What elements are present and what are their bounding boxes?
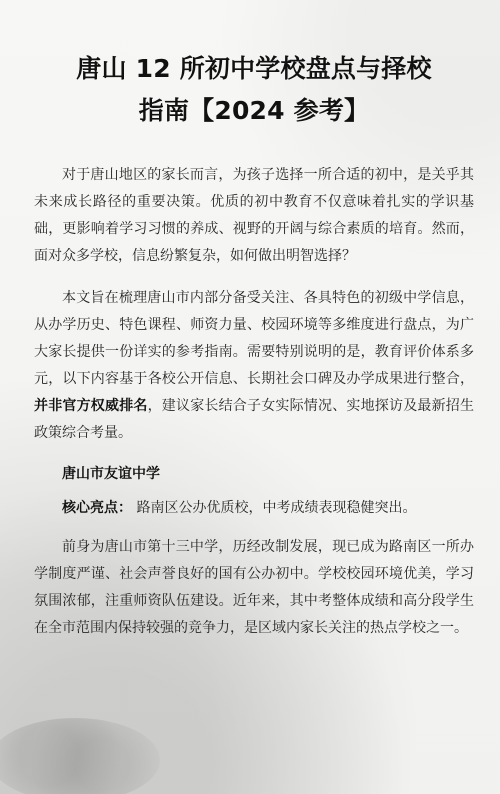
core-highlight xyxy=(34,496,474,520)
highlight-text: 路南区公办优质校，中考成绩表现稳健突出。 xyxy=(136,500,417,516)
purpose-paragraph xyxy=(34,285,474,447)
highlight-label: 核心亮点： xyxy=(62,500,132,516)
school-name: 唐山市友谊中学 xyxy=(62,466,160,482)
document-title xyxy=(34,0,474,132)
title-line-2: 指南【2024 参考】 xyxy=(138,96,370,125)
purpose-text-part-1: 本文旨在梳理唐山市内部分备受关注、各具特色的初级中学信息，从办学历史、特色课程、师资力量、校园环境等多维度进行盘点，为广大家长提供一份详实的参考指南。需要特别说明的是，教育评价体系多元，以下内容基于各校公开信息、长期社会口碑及办学成果进行整合， xyxy=(34,290,474,387)
not-official-ranking-text: 并非官方权威排名 xyxy=(34,398,148,414)
ink-wash-decoration xyxy=(0,718,160,794)
purpose-text-part-2: ，建议家长结合子女实际情况、实地探访及最新招生政策综合考量。 xyxy=(34,398,475,441)
title-line-1: 唐山 12 所初中学校盘点与择校 xyxy=(76,54,432,83)
school-description-paragraph: 前身为唐山市第十三中学，历经改制发展，现已成为路南区一所办学制度严谨、社会声誉良好的国有公办初中。学校校园环境优美，学习氛围浓郁，注重师资队伍建设。近年来，其中考整体成绩和高分段学生在全市范围内保持较强的竞争力，是区域内家长关注的热点学校之一。 xyxy=(34,539,474,636)
document-content xyxy=(34,162,474,642)
intro-paragraph: 对于唐山地区的家长而言，为孩子选择一所合适的初中，是关乎其未来成长路径的重要决策。优质的初中教育不仅意味着扎实的学识基础，更影响着学习习惯的养成、视野的开阔与综合素质的培育。然而，面对众多学校，信息纷繁复杂，如何做出明智选择？ xyxy=(34,167,474,264)
